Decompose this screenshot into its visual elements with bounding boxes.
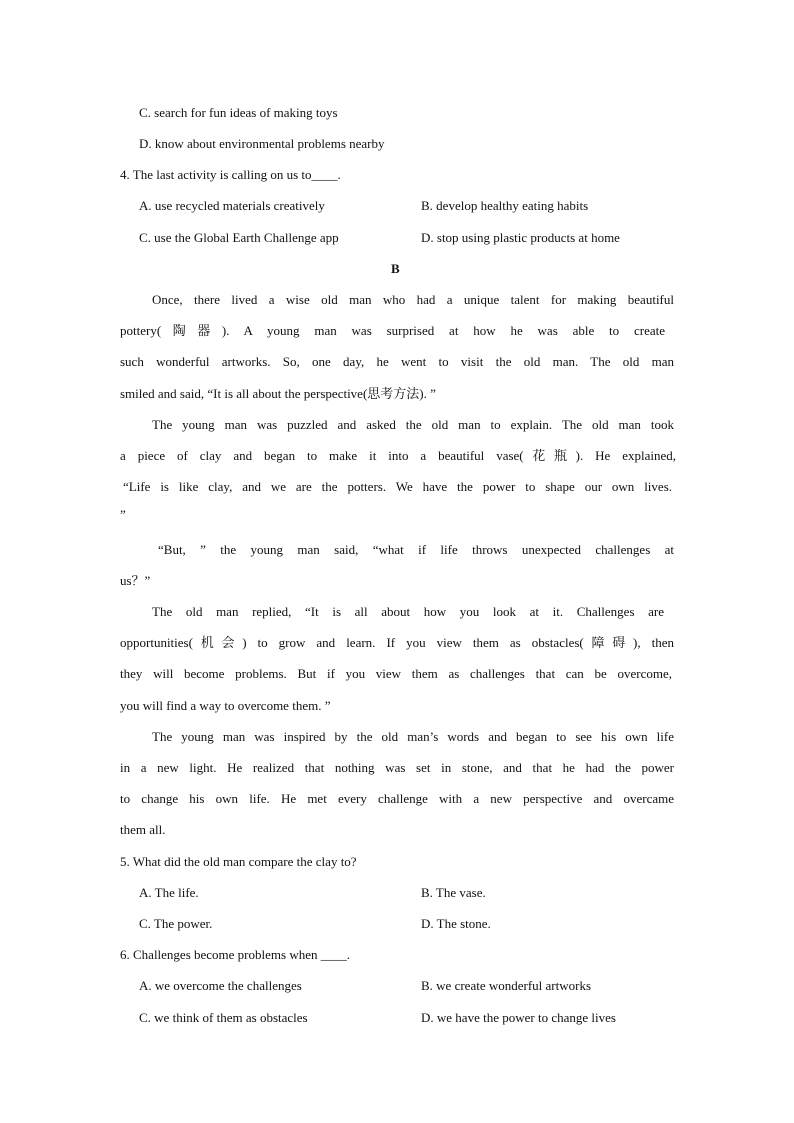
passage-line: Once, there lived a wise old man who had a unique talent for making beautiful bbox=[152, 292, 674, 307]
passage-line: The young man was inspired by the old man’s words and began to see his own life bbox=[152, 729, 674, 744]
q4-option-b: B. develop healthy eating habits bbox=[421, 198, 589, 213]
passage-line: them all. bbox=[120, 822, 166, 837]
passage-line: in a new light. He realized that nothing was set in stone, and that he had the power bbox=[120, 760, 674, 775]
q3-option-c: C. search for fun ideas of making toys bbox=[139, 105, 338, 120]
q5-option-d: D. The stone. bbox=[421, 916, 491, 931]
passage-line: they will become problems. But if you view them as challenges that can be overcome, bbox=[120, 666, 672, 681]
passage-line: The young man was puzzled and asked the old man to explain. The old man took bbox=[152, 417, 674, 432]
passage-line: “Life is like clay, and we are the potters. We have the power to shape our own lives. bbox=[123, 479, 672, 494]
q5-option-a: A. The life. bbox=[139, 885, 199, 900]
passage-line: you will find a way to overcome them. ” bbox=[120, 698, 331, 713]
passage-line: such wonderful artworks. So, one day, he went to visit the old man. The old man bbox=[120, 354, 674, 369]
q4-option-c: C. use the Global Earth Challenge app bbox=[139, 230, 339, 245]
passage-line: “But, ” the young man said, “what if life throws unexpected challenges at bbox=[158, 542, 674, 557]
q4-stem: 4. The last activity is calling on us to____. bbox=[120, 167, 341, 182]
q6-stem: 6. Challenges become problems when ____. bbox=[120, 947, 350, 962]
passage-line: pottery(陶器). A young man was surprised at how he was able to create bbox=[120, 323, 665, 338]
passage-line: opportunities(机会) to grow and learn. If you view them as obstacles(障碍), then bbox=[120, 635, 674, 650]
q6-option-d: D. we have the power to change lives bbox=[421, 1010, 616, 1025]
q5-option-c: C. The power. bbox=[139, 916, 213, 931]
passage-line: us？” bbox=[120, 573, 151, 588]
passage-line: The old man replied, “It is all about how you look at it. Challenges are bbox=[152, 604, 664, 619]
passage-line: smiled and said, “It is all about the perspective(思考方法). ” bbox=[120, 386, 436, 401]
q3-option-d: D. know about environmental problems nearby bbox=[139, 136, 385, 151]
q5-stem: 5. What did the old man compare the clay to? bbox=[120, 854, 357, 869]
passage-line: to change his own life. He met every challenge with a new perspective and overcame bbox=[120, 791, 674, 806]
passage-line: ” bbox=[120, 507, 126, 522]
q4-option-a: A. use recycled materials creatively bbox=[139, 198, 325, 213]
passage-line: a piece of clay and began to make it into a beautiful vase(花瓶). He explained, bbox=[120, 448, 676, 463]
q6-option-c: C. we think of them as obstacles bbox=[139, 1010, 308, 1025]
q5-option-b: B. The vase. bbox=[421, 885, 486, 900]
q6-option-a: A. we overcome the challenges bbox=[139, 978, 302, 993]
section-title: B bbox=[391, 261, 400, 276]
q4-option-d: D. stop using plastic products at home bbox=[421, 230, 620, 245]
q6-option-b: B. we create wonderful artworks bbox=[421, 978, 592, 993]
